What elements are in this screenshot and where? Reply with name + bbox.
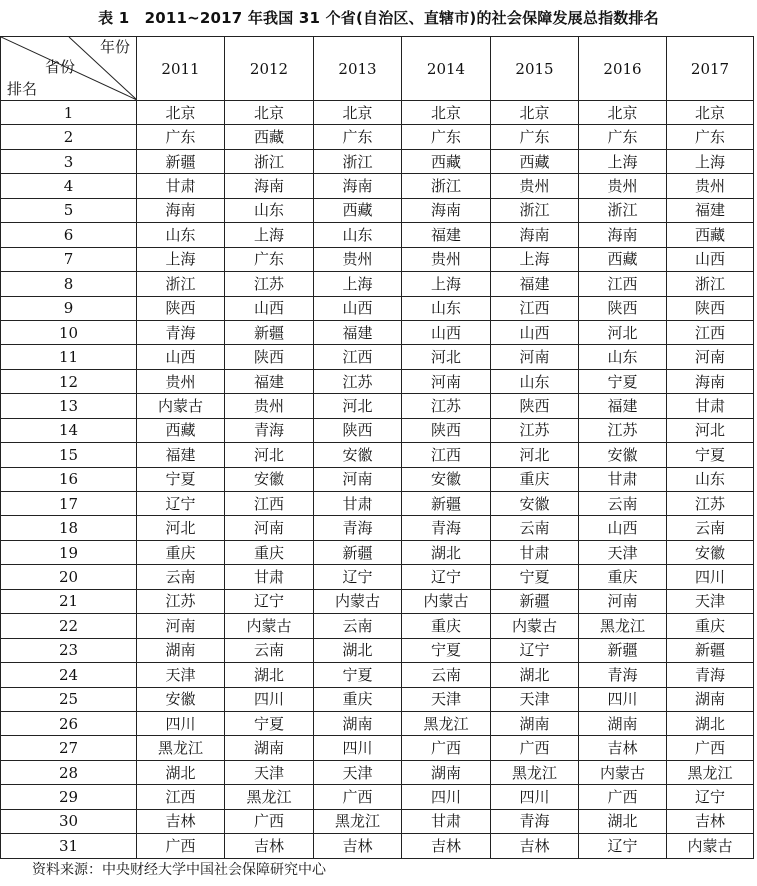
province-cell: 安徽: [667, 540, 754, 564]
province-cell: 新疆: [402, 492, 491, 516]
province-cell: 湖南: [667, 687, 754, 711]
province-cell: 江苏: [225, 272, 314, 296]
province-cell: 宁夏: [491, 565, 579, 589]
province-cell: 湖南: [137, 638, 225, 662]
ranking-table: [0, 36, 754, 859]
province-cell: 河南: [314, 467, 402, 491]
province-cell: 宁夏: [225, 711, 314, 735]
province-cell: 重庆: [402, 614, 491, 638]
province-cell: 吉林: [402, 834, 491, 858]
province-cell: 上海: [579, 149, 667, 173]
province-cell: 福建: [402, 223, 491, 247]
province-cell: 广西: [667, 736, 754, 760]
rank-cell: 21: [1, 589, 137, 613]
province-cell: 浙江: [314, 149, 402, 173]
province-cell: 江西: [137, 785, 225, 809]
province-cell: 重庆: [667, 614, 754, 638]
table-row: [1, 638, 754, 662]
province-cell: 山西: [225, 296, 314, 320]
province-cell: 陕西: [579, 296, 667, 320]
province-cell: 新疆: [137, 149, 225, 173]
rank-cell: 7: [1, 247, 137, 271]
province-cell: 内蒙古: [137, 394, 225, 418]
province-cell: 江苏: [137, 589, 225, 613]
rank-cell: 11: [1, 345, 137, 369]
province-cell: 海南: [225, 174, 314, 198]
province-cell: 海南: [667, 369, 754, 393]
province-cell: 湖北: [314, 638, 402, 662]
province-cell: 云南: [667, 516, 754, 540]
province-cell: 海南: [491, 223, 579, 247]
province-cell: 吉林: [137, 809, 225, 833]
province-cell: 甘肃: [314, 492, 402, 516]
province-cell: 湖北: [225, 663, 314, 687]
province-cell: 天津: [137, 663, 225, 687]
province-cell: 辽宁: [225, 589, 314, 613]
province-cell: 湖南: [225, 736, 314, 760]
province-cell: 海南: [137, 198, 225, 222]
province-cell: 陕西: [314, 418, 402, 442]
rank-cell: 24: [1, 663, 137, 687]
province-cell: 青海: [491, 809, 579, 833]
table-row: [1, 834, 754, 858]
province-cell: 河南: [579, 589, 667, 613]
province-cell: 新疆: [579, 638, 667, 662]
table-row: [1, 149, 754, 173]
rank-cell: 31: [1, 834, 137, 858]
province-cell: 海南: [314, 174, 402, 198]
rank-cell: 17: [1, 492, 137, 516]
province-cell: 西藏: [225, 125, 314, 149]
corner-rank-label: 排名: [7, 80, 38, 98]
province-cell: 内蒙古: [314, 589, 402, 613]
rank-cell: 16: [1, 467, 137, 491]
province-cell: 山西: [402, 320, 491, 344]
year-header: 2017: [667, 37, 754, 101]
province-cell: 安徽: [314, 443, 402, 467]
province-cell: 陕西: [137, 296, 225, 320]
table-row: [1, 296, 754, 320]
table-row: [1, 320, 754, 344]
province-cell: 新疆: [314, 540, 402, 564]
province-cell: 北京: [579, 101, 667, 125]
province-cell: 江苏: [579, 418, 667, 442]
province-cell: 贵州: [402, 247, 491, 271]
province-cell: 江苏: [491, 418, 579, 442]
province-cell: 江苏: [667, 492, 754, 516]
province-cell: 上海: [225, 223, 314, 247]
province-cell: 云南: [137, 565, 225, 589]
table-row: [1, 101, 754, 125]
province-cell: 北京: [137, 101, 225, 125]
province-cell: 辽宁: [402, 565, 491, 589]
year-header: 2016: [579, 37, 667, 101]
table-row: [1, 125, 754, 149]
table-row: [1, 711, 754, 735]
province-cell: 辽宁: [491, 638, 579, 662]
province-cell: 陕西: [667, 296, 754, 320]
province-cell: 广西: [579, 785, 667, 809]
province-cell: 广东: [667, 125, 754, 149]
province-cell: 浙江: [402, 174, 491, 198]
year-header: 2013: [314, 37, 402, 101]
province-cell: 北京: [667, 101, 754, 125]
table-row: [1, 467, 754, 491]
province-cell: 青海: [137, 320, 225, 344]
province-cell: 上海: [314, 272, 402, 296]
rank-cell: 1: [1, 101, 137, 125]
province-cell: 江西: [667, 320, 754, 344]
table-caption: 表 1 2011~2017 年我国 31 个省(自治区、直辖市)的社会保障发展总指数排名: [98, 9, 659, 27]
province-cell: 福建: [225, 369, 314, 393]
province-cell: 吉林: [491, 834, 579, 858]
table-row: [1, 345, 754, 369]
province-cell: 山东: [137, 223, 225, 247]
table-row: [1, 663, 754, 687]
province-cell: 宁夏: [314, 663, 402, 687]
province-cell: 湖北: [491, 663, 579, 687]
rank-cell: 27: [1, 736, 137, 760]
province-cell: 西藏: [491, 149, 579, 173]
province-cell: 吉林: [314, 834, 402, 858]
table-row: [1, 589, 754, 613]
rank-cell: 26: [1, 711, 137, 735]
province-cell: 内蒙古: [491, 614, 579, 638]
table-row: [1, 174, 754, 198]
province-cell: 新疆: [667, 638, 754, 662]
table-row: [1, 443, 754, 467]
province-cell: 宁夏: [137, 467, 225, 491]
province-cell: 山东: [491, 369, 579, 393]
ranking-body: [1, 101, 754, 859]
province-cell: 山东: [402, 296, 491, 320]
province-cell: 贵州: [579, 174, 667, 198]
province-cell: 新疆: [491, 589, 579, 613]
rank-cell: 3: [1, 149, 137, 173]
province-cell: 河北: [314, 394, 402, 418]
province-cell: 青海: [225, 418, 314, 442]
table-row: [1, 785, 754, 809]
province-cell: 河南: [137, 614, 225, 638]
diagonal-header-cell: [1, 37, 137, 101]
rank-cell: 30: [1, 809, 137, 833]
year-header: 2011: [137, 37, 225, 101]
province-cell: 辽宁: [579, 834, 667, 858]
province-cell: 安徽: [491, 492, 579, 516]
table-row: [1, 687, 754, 711]
header-row: [1, 37, 754, 101]
province-cell: 广西: [225, 809, 314, 833]
province-cell: 西藏: [579, 247, 667, 271]
rank-cell: 10: [1, 320, 137, 344]
province-cell: 山东: [225, 198, 314, 222]
province-cell: 广西: [137, 834, 225, 858]
table-row: [1, 516, 754, 540]
province-cell: 山西: [137, 345, 225, 369]
corner-year-label: 年份: [99, 38, 130, 56]
province-cell: 上海: [402, 272, 491, 296]
rank-cell: 4: [1, 174, 137, 198]
province-cell: 宁夏: [667, 443, 754, 467]
province-cell: 北京: [314, 101, 402, 125]
province-cell: 黑龙江: [667, 760, 754, 784]
province-cell: 广东: [225, 247, 314, 271]
province-cell: 江苏: [402, 394, 491, 418]
province-cell: 云南: [314, 614, 402, 638]
province-cell: 河北: [225, 443, 314, 467]
table-row: [1, 394, 754, 418]
province-cell: 河北: [402, 345, 491, 369]
province-cell: 甘肃: [579, 467, 667, 491]
rank-cell: 29: [1, 785, 137, 809]
province-cell: 辽宁: [667, 785, 754, 809]
province-cell: 黑龙江: [225, 785, 314, 809]
province-cell: 湖北: [137, 760, 225, 784]
rank-cell: 28: [1, 760, 137, 784]
province-cell: 河北: [491, 443, 579, 467]
province-cell: 江西: [579, 272, 667, 296]
province-cell: 天津: [225, 760, 314, 784]
rank-cell: 13: [1, 394, 137, 418]
province-cell: 北京: [402, 101, 491, 125]
province-cell: 重庆: [579, 565, 667, 589]
province-cell: 宁夏: [402, 638, 491, 662]
province-cell: 内蒙古: [667, 834, 754, 858]
year-header: 2014: [402, 37, 491, 101]
province-cell: 吉林: [225, 834, 314, 858]
province-cell: 河北: [137, 516, 225, 540]
province-cell: 海南: [579, 223, 667, 247]
table-row: [1, 492, 754, 516]
province-cell: 甘肃: [667, 394, 754, 418]
province-cell: 四川: [667, 565, 754, 589]
province-cell: 福建: [314, 320, 402, 344]
province-cell: 河南: [402, 369, 491, 393]
province-cell: 安徽: [402, 467, 491, 491]
province-cell: 重庆: [137, 540, 225, 564]
rank-cell: 14: [1, 418, 137, 442]
province-cell: 广东: [137, 125, 225, 149]
province-cell: 云南: [402, 663, 491, 687]
province-cell: 浙江: [137, 272, 225, 296]
table-row: [1, 736, 754, 760]
province-cell: 内蒙古: [402, 589, 491, 613]
province-cell: 甘肃: [491, 540, 579, 564]
province-cell: 浙江: [579, 198, 667, 222]
rank-cell: 6: [1, 223, 137, 247]
province-cell: 海南: [402, 198, 491, 222]
province-cell: 广东: [579, 125, 667, 149]
province-cell: 贵州: [314, 247, 402, 271]
province-cell: 青海: [667, 663, 754, 687]
province-cell: 四川: [137, 711, 225, 735]
province-cell: 黑龙江: [579, 614, 667, 638]
province-cell: 山西: [491, 320, 579, 344]
province-cell: 天津: [491, 687, 579, 711]
rank-cell: 5: [1, 198, 137, 222]
province-cell: 安徽: [225, 467, 314, 491]
province-cell: 湖南: [402, 760, 491, 784]
province-cell: 重庆: [314, 687, 402, 711]
table-row: [1, 809, 754, 833]
province-cell: 福建: [491, 272, 579, 296]
rank-cell: 18: [1, 516, 137, 540]
province-cell: 江西: [314, 345, 402, 369]
province-cell: 河北: [579, 320, 667, 344]
province-cell: 重庆: [491, 467, 579, 491]
table-row: [1, 223, 754, 247]
table-row: [1, 198, 754, 222]
province-cell: 山西: [314, 296, 402, 320]
province-cell: 四川: [314, 736, 402, 760]
province-cell: 湖北: [579, 809, 667, 833]
province-cell: 四川: [491, 785, 579, 809]
province-cell: 广西: [314, 785, 402, 809]
province-cell: 黑龙江: [491, 760, 579, 784]
province-cell: 内蒙古: [579, 760, 667, 784]
province-cell: 西藏: [137, 418, 225, 442]
province-cell: 河南: [225, 516, 314, 540]
table-row: [1, 540, 754, 564]
province-cell: 福建: [137, 443, 225, 467]
rank-cell: 23: [1, 638, 137, 662]
province-cell: 河南: [491, 345, 579, 369]
province-cell: 江西: [402, 443, 491, 467]
province-cell: 广东: [314, 125, 402, 149]
province-cell: 安徽: [579, 443, 667, 467]
rank-cell: 20: [1, 565, 137, 589]
province-cell: 天津: [579, 540, 667, 564]
province-cell: 甘肃: [137, 174, 225, 198]
province-cell: 吉林: [579, 736, 667, 760]
province-cell: 贵州: [491, 174, 579, 198]
province-cell: 新疆: [225, 320, 314, 344]
province-cell: 青海: [314, 516, 402, 540]
province-cell: 山西: [667, 247, 754, 271]
province-cell: 辽宁: [137, 492, 225, 516]
table-row: [1, 614, 754, 638]
province-cell: 湖北: [402, 540, 491, 564]
province-cell: 山东: [579, 345, 667, 369]
province-cell: 广西: [402, 736, 491, 760]
province-cell: 四川: [225, 687, 314, 711]
province-cell: 吉林: [667, 809, 754, 833]
table-row: [1, 760, 754, 784]
table-row: [1, 418, 754, 442]
province-cell: 上海: [491, 247, 579, 271]
province-cell: 浙江: [667, 272, 754, 296]
province-cell: 湖南: [579, 711, 667, 735]
province-cell: 黑龙江: [137, 736, 225, 760]
province-cell: 陕西: [402, 418, 491, 442]
province-cell: 西藏: [402, 149, 491, 173]
province-cell: 重庆: [225, 540, 314, 564]
province-cell: 广东: [402, 125, 491, 149]
rank-cell: 22: [1, 614, 137, 638]
province-cell: 广西: [491, 736, 579, 760]
province-cell: 山东: [314, 223, 402, 247]
source-note: 资料来源：中央财经大学中国社会保障研究中心: [32, 862, 326, 878]
province-cell: 贵州: [137, 369, 225, 393]
rank-cell: 8: [1, 272, 137, 296]
province-cell: 云南: [491, 516, 579, 540]
province-cell: 湖南: [314, 711, 402, 735]
province-cell: 安徽: [137, 687, 225, 711]
province-cell: 北京: [225, 101, 314, 125]
table-row: [1, 369, 754, 393]
table-row: [1, 565, 754, 589]
province-cell: 福建: [579, 394, 667, 418]
province-cell: 天津: [667, 589, 754, 613]
province-cell: 上海: [137, 247, 225, 271]
province-cell: 辽宁: [314, 565, 402, 589]
province-cell: 河北: [667, 418, 754, 442]
province-cell: 内蒙古: [225, 614, 314, 638]
province-cell: 西藏: [314, 198, 402, 222]
rank-cell: 25: [1, 687, 137, 711]
province-cell: 四川: [579, 687, 667, 711]
year-header: 2015: [491, 37, 579, 101]
province-cell: 四川: [402, 785, 491, 809]
province-cell: 浙江: [225, 149, 314, 173]
table-row: [1, 272, 754, 296]
province-cell: 甘肃: [225, 565, 314, 589]
province-cell: 江西: [225, 492, 314, 516]
province-cell: 湖北: [667, 711, 754, 735]
province-cell: 宁夏: [579, 369, 667, 393]
province-cell: 天津: [314, 760, 402, 784]
province-cell: 北京: [491, 101, 579, 125]
province-cell: 天津: [402, 687, 491, 711]
table-row: [1, 247, 754, 271]
province-cell: 江苏: [314, 369, 402, 393]
rank-cell: 2: [1, 125, 137, 149]
rank-cell: 19: [1, 540, 137, 564]
province-cell: 青海: [579, 663, 667, 687]
province-cell: 浙江: [491, 198, 579, 222]
province-cell: 福建: [667, 198, 754, 222]
province-cell: 陕西: [225, 345, 314, 369]
rank-cell: 12: [1, 369, 137, 393]
province-cell: 贵州: [667, 174, 754, 198]
province-cell: 湖南: [491, 711, 579, 735]
province-cell: 山东: [667, 467, 754, 491]
province-cell: 青海: [402, 516, 491, 540]
corner-province-label: 省份: [45, 58, 76, 76]
rank-cell: 9: [1, 296, 137, 320]
year-header: 2012: [225, 37, 314, 101]
province-cell: 陕西: [491, 394, 579, 418]
province-cell: 黑龙江: [314, 809, 402, 833]
province-cell: 甘肃: [402, 809, 491, 833]
province-cell: 江西: [491, 296, 579, 320]
rank-cell: 15: [1, 443, 137, 467]
province-cell: 广东: [491, 125, 579, 149]
province-cell: 上海: [667, 149, 754, 173]
province-cell: 云南: [579, 492, 667, 516]
province-cell: 山西: [579, 516, 667, 540]
province-cell: 云南: [225, 638, 314, 662]
province-cell: 贵州: [225, 394, 314, 418]
province-cell: 黑龙江: [402, 711, 491, 735]
province-cell: 西藏: [667, 223, 754, 247]
province-cell: 河南: [667, 345, 754, 369]
